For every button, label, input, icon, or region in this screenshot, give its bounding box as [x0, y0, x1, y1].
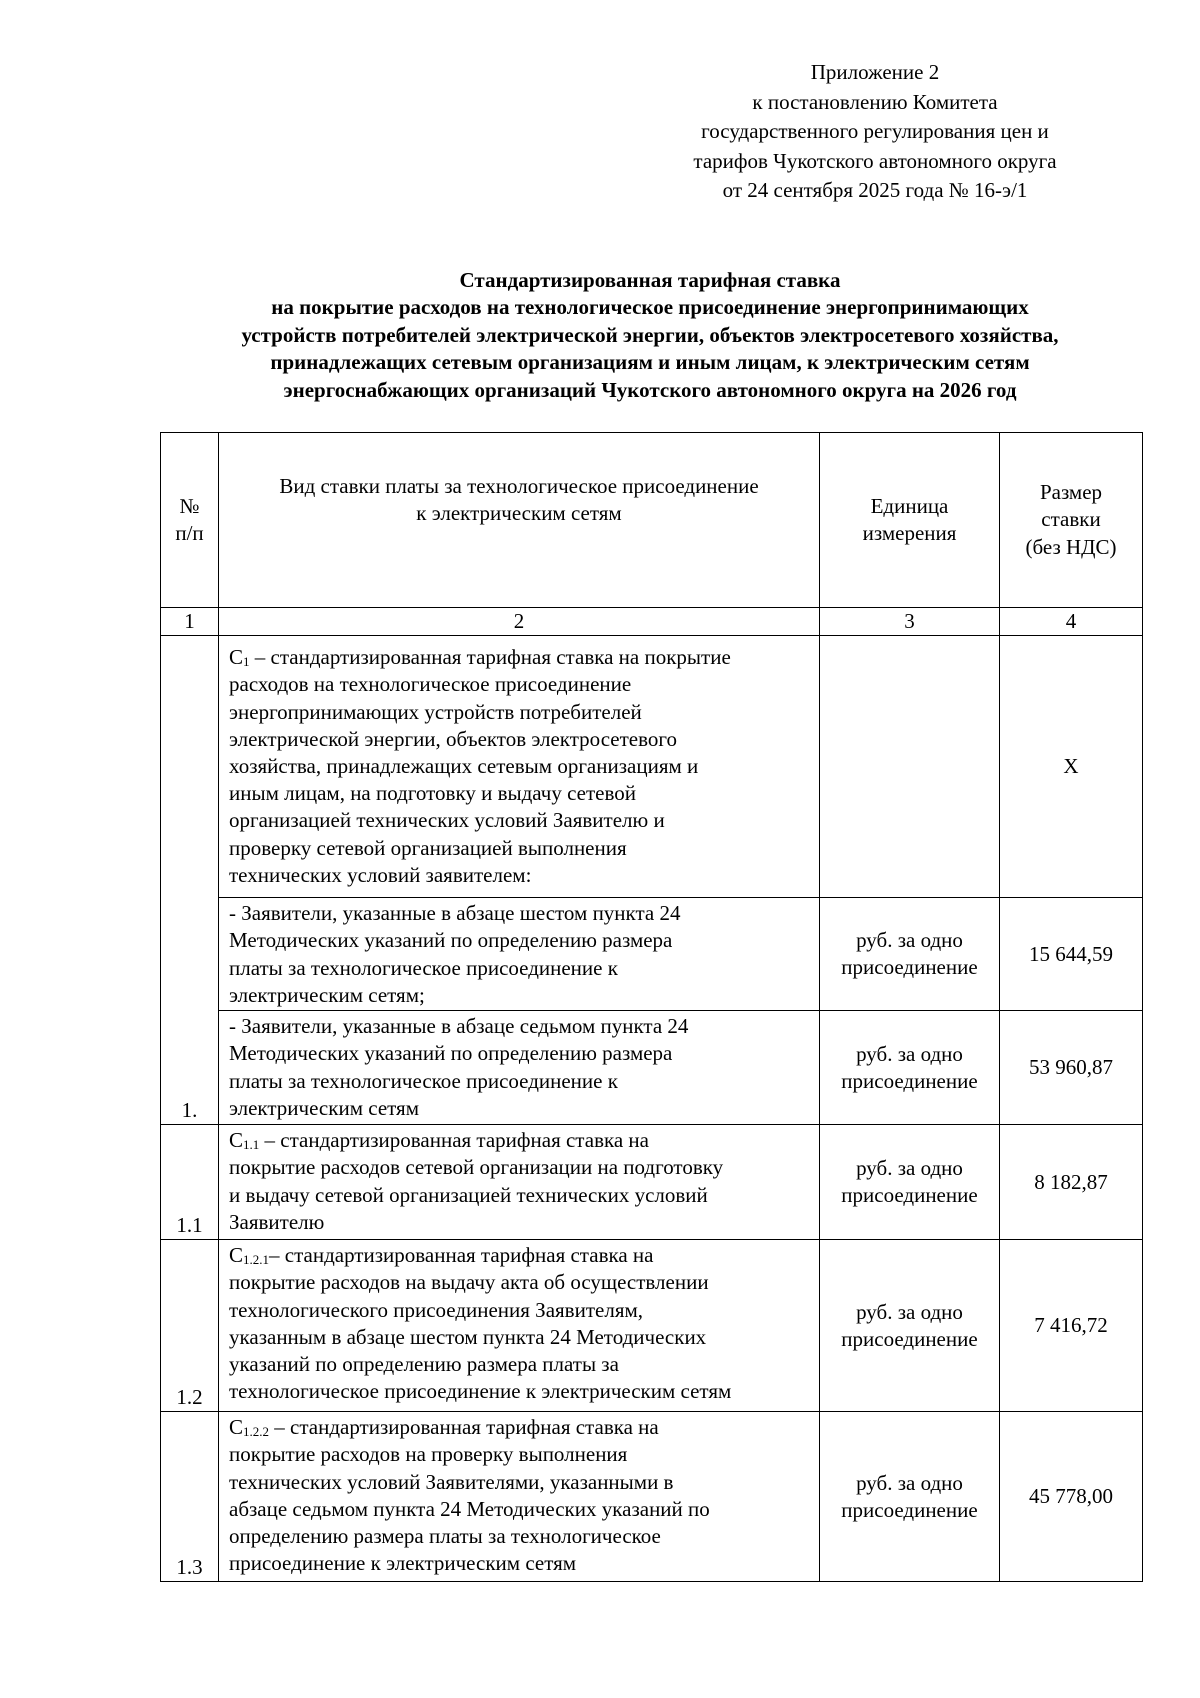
title-line: Стандартизированная тарифная ставка: [459, 268, 841, 292]
rate-description-line: иным лицам, на подготовку и выдачу сетевой: [229, 781, 636, 806]
rate-unit-line: присоединение: [841, 1326, 978, 1351]
rate-unit-line: руб. за одно: [856, 1156, 963, 1180]
rate-description-line: покрытие расходов на выдачу акта об осуществлении: [229, 1270, 709, 1295]
rate-description-line: абзаце седьмом пункта 24 Методических указаний по: [229, 1496, 710, 1521]
rate-value: X: [1000, 636, 1143, 898]
header-rate-kind-line: Вид ставки платы за технологическое присоединение: [279, 474, 759, 498]
title-line: устройств потребителей электрической энергии, объектов электросетевого хозяйства,: [241, 322, 1059, 347]
rate-unit: [820, 1240, 1000, 1412]
title-line: на покрытие расходов на технологическое присоединение энергопринимающих: [271, 295, 1029, 320]
rate-description-line: энергопринимающих устройств потребителей: [229, 699, 642, 724]
rate-symbol: C: [229, 1128, 244, 1153]
rate-description: [219, 1125, 820, 1240]
column-number: 3: [820, 608, 1000, 636]
title-line: энергоснабжающих организаций Чукотского автономного округа на 2026 год: [283, 377, 1017, 402]
table-row: [161, 1412, 1143, 1582]
rate-unit-line: руб. за одно: [856, 928, 963, 952]
rate-value: 15 644,59: [1000, 898, 1143, 1011]
header-unit-line: Единица: [870, 493, 949, 518]
header-number: [161, 433, 219, 608]
rate-unit-line: присоединение: [841, 1068, 978, 1093]
rate-description-line: платы за технологическое присоединение к: [229, 955, 618, 980]
column-number: 1: [161, 608, 219, 636]
rate-description-line: - Заявители, указанные в абзаце седьмом пункта 24: [229, 1014, 689, 1039]
rate-value: 8 182,87: [1000, 1125, 1143, 1240]
appendix-line: от 24 сентября 2025 года № 16-э/1: [722, 178, 1028, 203]
document-title: [120, 267, 1180, 404]
header-rate-kind: [219, 433, 820, 608]
rate-description: [219, 898, 820, 1011]
rate-description-line: [229, 1242, 811, 1269]
table-row: [161, 1125, 1143, 1240]
appendix-line: тарифов Чукотского автономного округа: [693, 148, 1057, 173]
rate-description-line: присоединение к электрическим сетям: [229, 1551, 577, 1576]
rate-description-line: платы за технологическое присоединение к: [229, 1068, 618, 1093]
table-row: [161, 898, 1143, 1011]
rate-description-line: технических условий заявителем:: [229, 862, 532, 887]
rate-unit: [820, 1412, 1000, 1582]
column-numbers-row: [161, 608, 1143, 636]
rate-description-line: Методических указаний по определению размера: [229, 928, 673, 953]
header-rate-size-line: (без НДС): [1025, 534, 1117, 559]
appendix-line: к постановлению Комитета: [752, 89, 998, 114]
rate-description: [219, 1412, 820, 1582]
rate-description-line: Методических указаний по определению размера: [229, 1041, 673, 1066]
rate-description: [219, 636, 820, 898]
table-header-row: [161, 433, 1143, 608]
rate-value: 45 778,00: [1000, 1412, 1143, 1582]
column-number: 4: [1000, 608, 1143, 636]
appendix-line: государственного регулирования цен и: [701, 119, 1049, 144]
row-number: 1.3: [161, 1412, 219, 1582]
rate-description-line: технологического присоединения Заявителям,: [229, 1297, 644, 1322]
rate-unit-line: присоединение: [841, 1183, 978, 1208]
rate-description-line: [229, 644, 811, 671]
row-number: 1.: [161, 636, 219, 1125]
rate-unit-line: руб. за одно: [856, 1041, 963, 1066]
rate-value: 7 416,72: [1000, 1240, 1143, 1412]
rate-unit-line: присоединение: [841, 955, 978, 980]
rates-table: [160, 432, 1143, 1582]
rate-description-line: [229, 1414, 811, 1441]
row-number: 1.2: [161, 1240, 219, 1412]
rate-symbol: C: [229, 645, 244, 670]
row-number: 1.1: [161, 1125, 219, 1240]
rate-description-line: технических условий Заявителями, указанными в: [229, 1469, 674, 1494]
rate-unit: [820, 1011, 1000, 1125]
rate-unit: [820, 898, 1000, 1011]
header-rate-size-line: Размер: [1039, 480, 1103, 505]
header-rate-size-line: ставки: [1041, 507, 1101, 532]
header-rate-size: [1000, 433, 1143, 608]
rate-description-text: – стандартизированная тарифная ставка на: [269, 1415, 659, 1440]
rate-description-line: определению размера платы за технологическое: [229, 1524, 661, 1549]
header-number-line: №: [179, 493, 200, 518]
rate-symbol: C: [229, 1243, 244, 1268]
table-row: [161, 636, 1143, 898]
rate-symbol-index: 1.1: [243, 1137, 260, 1153]
rate-description-line: расходов на технологическое присоединение: [229, 672, 632, 697]
rate-description-line: указанным в абзаце шестом пункта 24 Методических: [229, 1324, 707, 1349]
rate-symbol-index: 1.2.1: [243, 1252, 270, 1268]
rate-description-text: – стандартизированная тарифная ставка на: [259, 1128, 649, 1153]
rate-description-line: электрической энергии, объектов электросетевого: [229, 726, 677, 751]
rate-description: [219, 1011, 820, 1125]
rate-description-line: организацией технических условий Заявителю и: [229, 808, 665, 833]
column-number: 2: [219, 608, 820, 636]
rate-description-line: хозяйства, принадлежащих сетевым организациям и: [229, 754, 699, 779]
header-rate-kind-line: к электрическим сетям: [416, 501, 622, 526]
rate-description-line: Заявителю: [229, 1209, 325, 1234]
header-number-line: п/п: [175, 521, 204, 545]
header-unit: [820, 433, 1000, 608]
title-line: принадлежащих сетевым организациям и иным лицам, к электрическим сетям: [270, 350, 1030, 375]
rate-unit: [820, 636, 1000, 898]
rate-description-line: и выдачу сетевой организацией технических условий: [229, 1182, 708, 1207]
rate-symbol: C: [229, 1415, 244, 1440]
rate-description-line: технологическое присоединение к электрическим сетям: [229, 1379, 732, 1404]
rate-description-text: – стандартизированная тарифная ставка на покрытие: [249, 645, 731, 670]
rate-description-line: проверку сетевой организацией выполнения: [229, 835, 627, 860]
rate-description-line: - Заявители, указанные в абзаце шестом пункта 24: [229, 901, 681, 926]
rate-description-text: – стандартизированная тарифная ставка на: [269, 1243, 654, 1268]
rate-unit-line: руб. за одно: [856, 1299, 963, 1324]
rate-unit-line: руб. за одно: [856, 1470, 963, 1495]
rate-value: 53 960,87: [1000, 1011, 1143, 1125]
rate-unit-line: присоединение: [841, 1497, 978, 1522]
rate-symbol-index: 1.2.2: [243, 1424, 270, 1440]
appendix-line: Приложение 2: [810, 60, 940, 84]
rate-description-line: электрическим сетям;: [229, 982, 425, 1007]
rate-symbol-index: 1: [243, 654, 250, 670]
rate-unit: [820, 1125, 1000, 1240]
appendix-block: [640, 58, 1110, 206]
table-row: [161, 1011, 1143, 1125]
rate-description-line: [229, 1127, 811, 1154]
rate-description-line: электрическим сетям: [229, 1095, 419, 1120]
header-unit-line: измерения: [862, 521, 957, 545]
rate-description: [219, 1240, 820, 1412]
rate-description-line: покрытие расходов на проверку выполнения: [229, 1442, 628, 1467]
rate-description-line: покрытие расходов сетевой организации на подготовку: [229, 1155, 724, 1180]
rate-description-line: указаний по определению размера платы за: [229, 1352, 619, 1377]
table-row: [161, 1240, 1143, 1412]
